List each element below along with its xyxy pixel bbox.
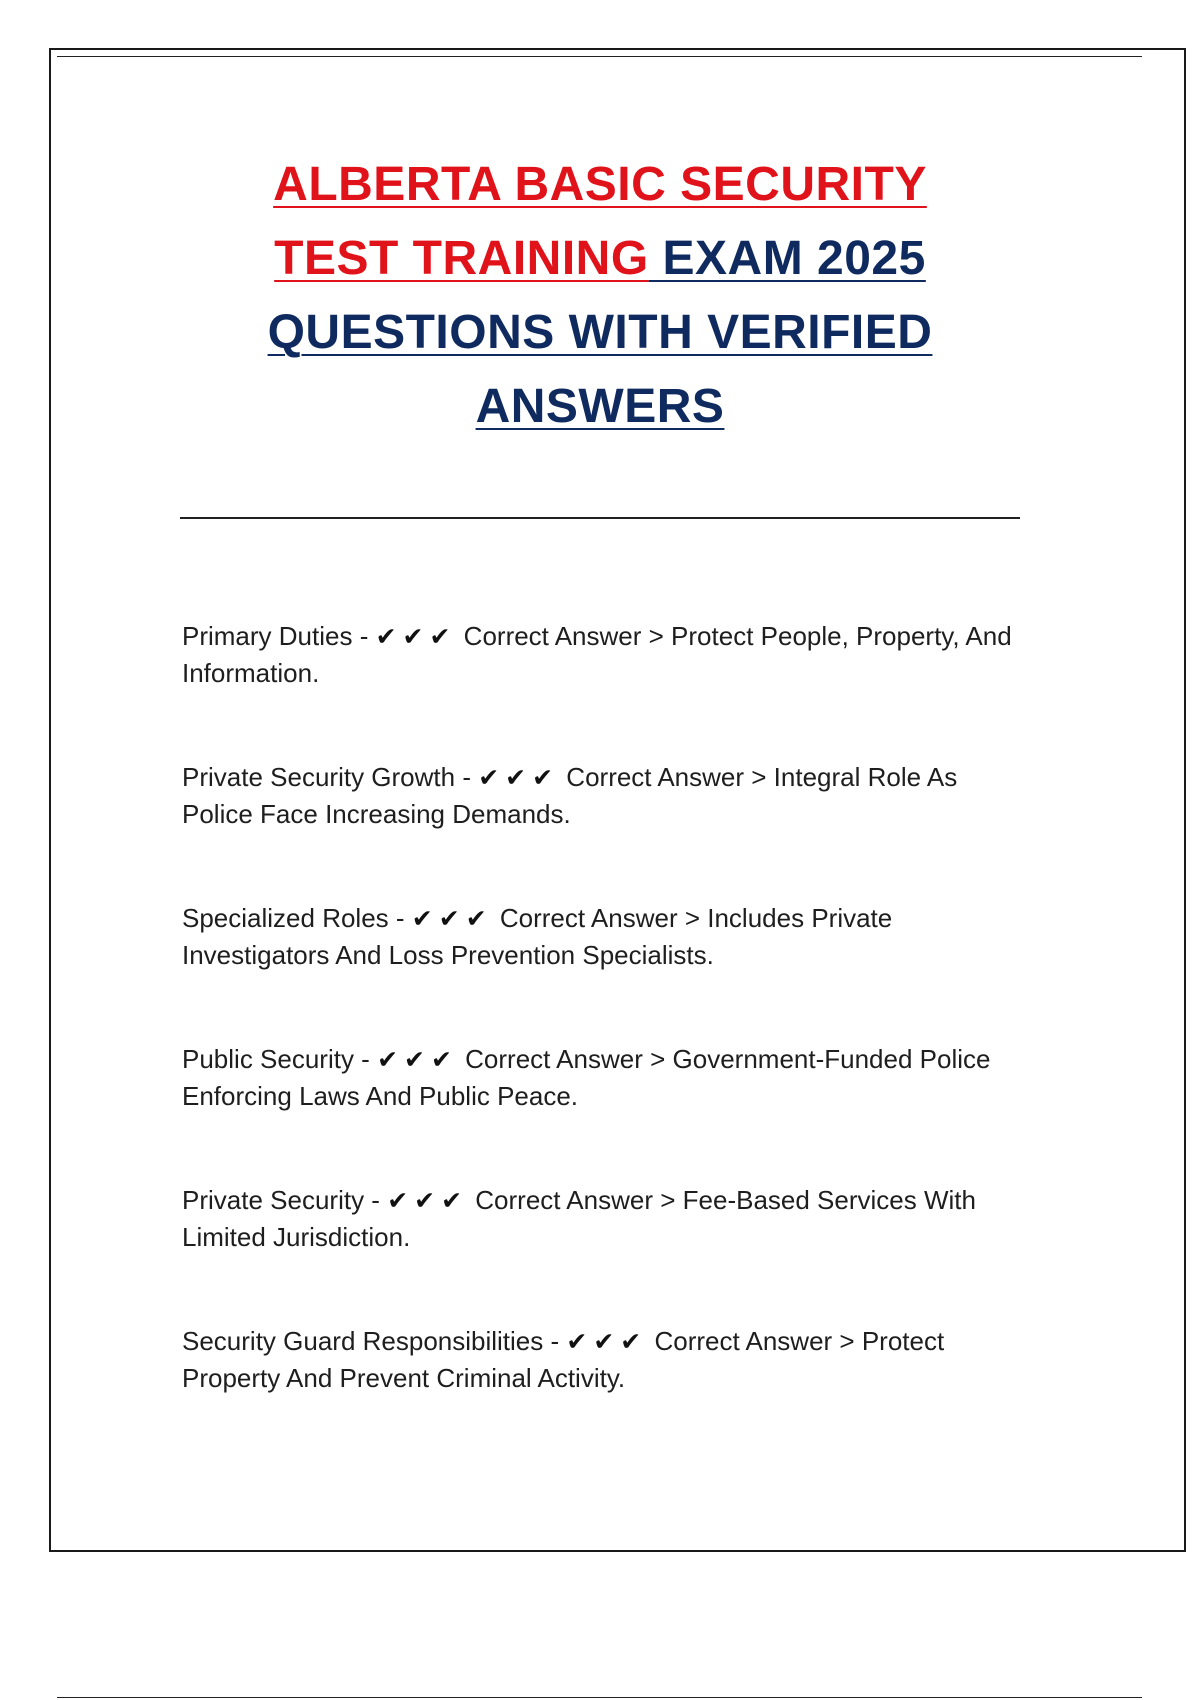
qa-item <box>182 1041 1022 1115</box>
title-line-4 <box>180 370 1020 444</box>
qa-answer-prefix: Correct Answer > <box>465 1044 666 1074</box>
qa-item <box>182 759 1022 833</box>
title-divider <box>180 517 1020 519</box>
qa-answer: Integral Role As Police Face Increasing Demands. <box>182 762 958 829</box>
qa-term: Security Guard Responsibilities - <box>182 1326 560 1356</box>
checkmark-icon: ✔✔✔ <box>478 763 560 792</box>
qa-item <box>182 900 1022 974</box>
qa-term: Private Security - <box>182 1185 380 1215</box>
title-line-3-text: QUESTIONS WITH VERIFIED <box>267 306 933 359</box>
document-title <box>180 148 1020 444</box>
qa-answer-prefix: Correct Answer > <box>654 1326 855 1356</box>
qa-item <box>182 1182 1022 1256</box>
qa-answer: Protect People, Property, And Information. <box>182 621 1012 688</box>
qa-answer: Fee-Based Services With Limited Jurisdiction. <box>182 1185 976 1252</box>
checkmark-icon: ✔✔✔ <box>566 1327 648 1356</box>
title-line-4-text: ANSWERS <box>475 380 725 433</box>
checkmark-icon: ✔✔✔ <box>411 904 493 933</box>
title-line-3 <box>180 296 1020 370</box>
qa-item <box>182 1323 1022 1397</box>
qa-answer-prefix: Correct Answer > <box>475 1185 676 1215</box>
qa-term: Specialized Roles - <box>182 903 405 933</box>
qa-item <box>182 618 1022 692</box>
qa-term: Primary Duties - <box>182 621 369 651</box>
qa-answer-prefix: Correct Answer > <box>463 621 664 651</box>
title-line-2-navy-text: EXAM 2025 <box>648 232 926 285</box>
title-line-2-red-text: TEST TRAINING <box>274 232 649 285</box>
title-line-1-text: ALBERTA BASIC SECURITY <box>273 158 927 211</box>
qa-answer: Protect Property And Prevent Criminal Activity. <box>182 1326 945 1393</box>
qa-term: Public Security - <box>182 1044 370 1074</box>
qa-term: Private Security Growth - <box>182 762 471 792</box>
checkmark-icon: ✔✔✔ <box>375 622 457 651</box>
bottom-rule <box>57 1697 1142 1698</box>
qa-list <box>182 618 1022 1464</box>
title-line-1 <box>180 148 1020 222</box>
qa-answer: Includes Private Investigators And Loss Prevention Specialists. <box>182 903 893 970</box>
title-line-2 <box>180 222 1020 296</box>
qa-answer: Government-Funded Police Enforcing Laws And Public Peace. <box>182 1044 991 1111</box>
checkmark-icon: ✔✔✔ <box>377 1045 458 1074</box>
qa-answer-prefix: Correct Answer > <box>499 903 701 933</box>
qa-answer-prefix: Correct Answer > <box>566 762 767 792</box>
checkmark-icon: ✔✔✔ <box>387 1186 469 1215</box>
